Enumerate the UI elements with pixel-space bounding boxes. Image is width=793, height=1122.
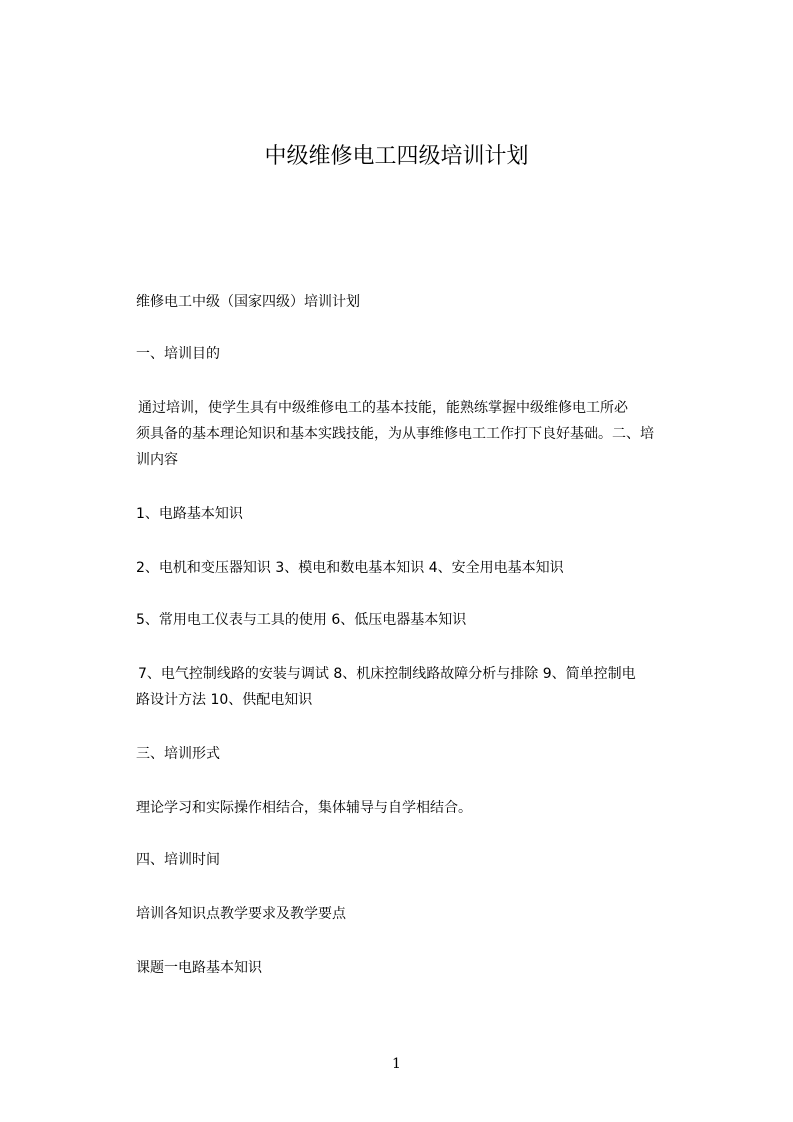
document-title: 中级维修电工四级培训计划 <box>264 144 529 169</box>
purpose-paragraph <box>138 395 706 473</box>
purpose-line: 须具备的基本理论知识和基本实践技能，为从事维修电工工作打下良好基础。二、培 <box>136 426 654 442</box>
plan-subtitle: 维修电工中级（国家四级）培训计划 <box>136 294 360 310</box>
content-items-motor-electronics-safety: 2、电机和变压器知识 3、模电和数电基本知识 4、安全用电基本知识 <box>136 560 564 576</box>
content-line: 路设计方法 10、供配电知识 <box>136 692 313 708</box>
requirements-heading: 培训各知识点教学要求及教学要点 <box>136 906 346 922</box>
section-heading-format: 三、培训形式 <box>136 746 220 762</box>
purpose-line: 通过培训，使学生具有中级维修电工的基本技能，能熟练掌握中级维修电工所必 <box>138 400 628 416</box>
page-number: 1 <box>392 1056 401 1072</box>
content-items-control-circuits <box>136 661 704 713</box>
content-line: 7、电气控制线路的安装与调试 8、机床控制线路故障分析与排除 9、简单控制电 <box>138 666 636 682</box>
content-items-instruments-lowvoltage: 5、常用电工仪表与工具的使用 6、低压电器基本知识 <box>136 612 467 628</box>
section-heading-time: 四、培训时间 <box>136 852 220 868</box>
topic-one-heading: 课题一电路基本知识 <box>136 960 262 976</box>
section-heading-purpose: 一、培训目的 <box>136 346 220 362</box>
content-item-circuit: 1、电路基本知识 <box>136 506 243 522</box>
training-format-text: 理论学习和实际操作相结合，集体辅导与自学相结合。 <box>136 800 472 816</box>
purpose-line: 训内容 <box>136 452 178 468</box>
